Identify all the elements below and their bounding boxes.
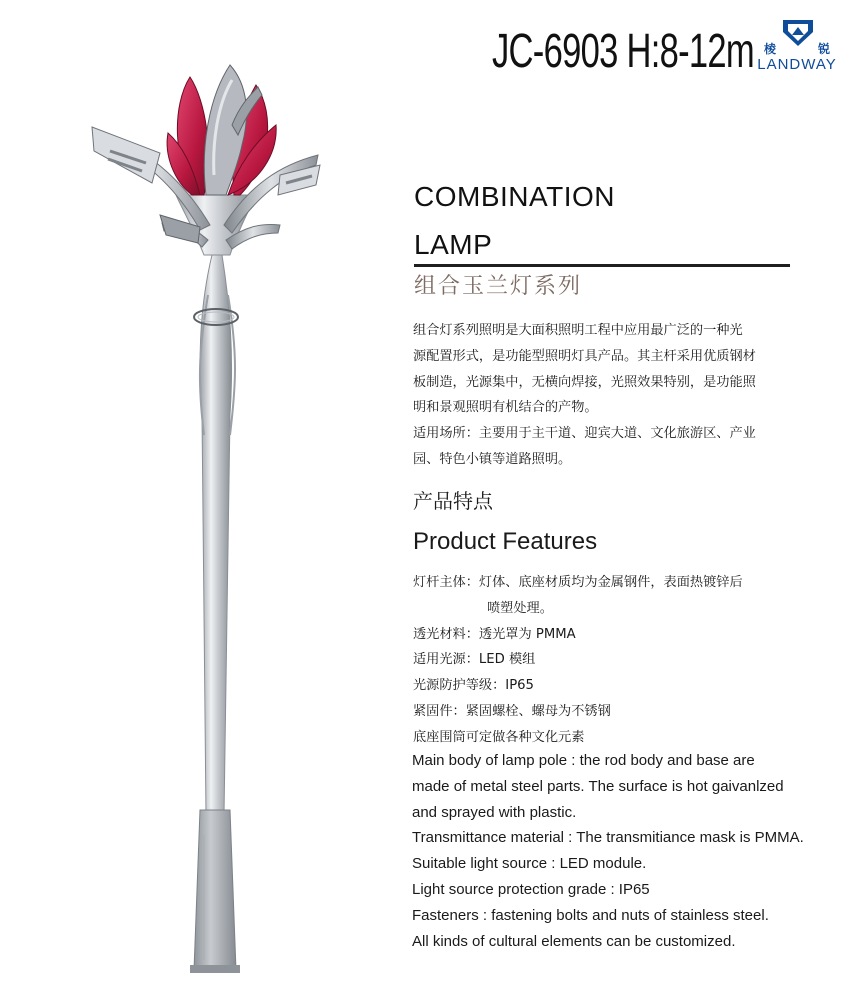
intro-line: 适用场所：主要用于主干道、迎宾大道、文化旅游区、产业 [413, 426, 756, 442]
spec-item: 透光材料：透光罩为 PMMA [413, 626, 576, 642]
brand-name: LANDWAY [757, 56, 837, 73]
product-subtitle-cn: 组合玉兰灯系列 [414, 274, 583, 299]
spec-item-en: and sprayed with plastic. [412, 803, 577, 821]
spec-item: 喷塑处理。 [487, 600, 553, 616]
spec-item-en: All kinds of cultural elements can be customized. [412, 932, 736, 950]
spec-list-cn [413, 570, 853, 751]
spec-item: 光源防护等级：IP65 [413, 678, 534, 694]
spec-item-en: Main body of lamp pole : the rod body and base are [412, 752, 755, 769]
spec-item-en: Transmittance material : The transmitiance mask is PMMA. [412, 829, 804, 847]
brand-shield-icon [780, 18, 816, 48]
spec-item-en: Light source protection grade : IP65 [412, 880, 650, 898]
product-intro [413, 318, 813, 473]
intro-line: 源配置形式，是功能型照明灯具产品。其主杆采用优质钢材 [413, 348, 756, 364]
spec-item-en: made of metal steel parts. The surface is hot gaivanlzed [412, 777, 784, 795]
lamp-pole-illustration [80, 55, 410, 985]
spec-item: 适用光源：LED 模组 [413, 652, 536, 668]
brand-logo [752, 18, 842, 78]
intro-line: 组合灯系列照明是大面积照明工程中应用最广泛的一种光 [413, 323, 743, 338]
intro-line: 明和景观照明有机结合的产物。 [413, 400, 598, 416]
brand-cn-right: 锐 [818, 42, 831, 56]
spec-item: 灯杆主体：灯体、底座材质均为金属钢件，表面热镀锌后 [413, 575, 743, 590]
spec-list-en [412, 748, 852, 954]
brand-cn-left: 棱 [764, 42, 777, 56]
spec-item: 紧固件：紧固螺栓、螺母为不锈钢 [413, 703, 611, 719]
features-heading-en: Product Features [413, 528, 598, 555]
spec-item-en: Suitable light source : LED module. [412, 855, 647, 873]
model-title: JC-6903 H:8-12m [492, 25, 754, 78]
features-heading-cn: 产品特点 [413, 489, 493, 513]
intro-line: 园、特色小镇等道路照明。 [413, 451, 572, 467]
intro-line: 板制造，光源集中，无横向焊接，光照效果特别，是功能照 [413, 374, 756, 390]
product-title-line1: COMBINATION [414, 181, 615, 212]
title-divider [414, 264, 790, 267]
spec-item: 底座围筒可定做各种文化元素 [413, 729, 585, 745]
spec-item-en: Fasteners : fastening bolts and nuts of stainless steel. [412, 906, 769, 924]
product-title-line2: LAMP [414, 229, 493, 260]
